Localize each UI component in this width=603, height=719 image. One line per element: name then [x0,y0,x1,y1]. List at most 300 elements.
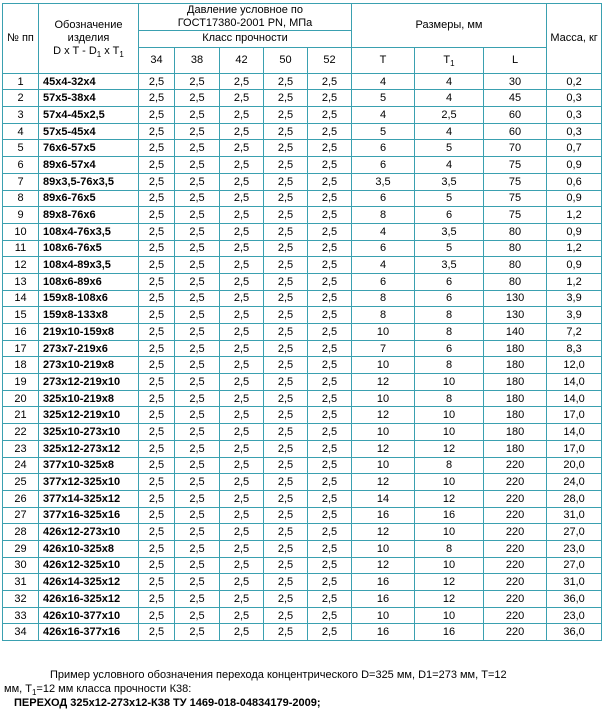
cell-pn-38: 2,5 [175,340,220,357]
header-pressure-line2: ГОСТ17380-2001 PN, МПа [177,17,313,29]
header-oboz-line2: изделия [67,31,110,44]
cell-oboz: 273x7-219x6 [39,340,139,357]
cell-pn-50: 2,5 [264,557,308,574]
cell-pn-34: 2,5 [139,290,175,307]
cell-pn-38: 2,5 [175,207,220,224]
cell-pn-42: 2,5 [220,607,264,624]
cell-pn-50: 2,5 [264,540,308,557]
table-row [3,140,602,157]
cell-pn-52: 2,5 [308,424,352,441]
cell-pn-52: 2,5 [308,173,352,190]
cell-pn-52: 2,5 [308,524,352,541]
cell-mass: 0,3 [547,123,602,140]
cell-row-num: 15 [3,307,39,324]
cell-pn-34: 2,5 [139,223,175,240]
cell-size-t: 16 [352,591,415,608]
cell-oboz: 159x8-133x8 [39,307,139,324]
cell-size-l: 220 [484,624,547,641]
cell-pn-42: 2,5 [220,190,264,207]
cell-size-t1: 2,5 [415,107,484,124]
cell-mass: 28,0 [547,490,602,507]
cell-pn-38: 2,5 [175,490,220,507]
cell-oboz: 219x10-159x8 [39,324,139,341]
cell-size-t1: 3,5 [415,173,484,190]
cell-size-t: 10 [352,457,415,474]
cell-pn-38: 2,5 [175,140,220,157]
cell-pn-52: 2,5 [308,591,352,608]
cell-pn-50: 2,5 [264,123,308,140]
cell-oboz: 57x4-45x2,5 [39,107,139,124]
note-line1-text: Пример условного обозначения перехода концентрического D=325 мм, D1=273 мм, T=12 [50,669,507,681]
cell-size-t1: 8 [415,324,484,341]
cell-size-t: 12 [352,524,415,541]
table-row [3,90,602,107]
table-row [3,557,602,574]
cell-size-l: 80 [484,273,547,290]
cell-pn-38: 2,5 [175,240,220,257]
cell-row-num: 12 [3,257,39,274]
cell-mass: 0,2 [547,73,602,90]
cell-mass: 36,0 [547,624,602,641]
header-num [3,4,39,74]
cell-pn-38: 2,5 [175,107,220,124]
header-size-t1-sub: 1 [450,58,455,68]
cell-oboz: 273x12-219x10 [39,374,139,391]
cell-size-t1: 4 [415,90,484,107]
cell-pn-38: 2,5 [175,424,220,441]
cell-pn-52: 2,5 [308,324,352,341]
cell-pn-34: 2,5 [139,73,175,90]
cell-size-l: 60 [484,107,547,124]
cell-row-num: 23 [3,440,39,457]
table-row [3,223,602,240]
cell-pn-38: 2,5 [175,374,220,391]
cell-pn-34: 2,5 [139,157,175,174]
cell-pn-52: 2,5 [308,207,352,224]
cell-pn-50: 2,5 [264,107,308,124]
header-oboz-formula-a: D x T - D [53,44,97,57]
cell-pn-38: 2,5 [175,591,220,608]
cell-pn-34: 2,5 [139,540,175,557]
cell-pn-50: 2,5 [264,524,308,541]
cell-mass: 27,0 [547,557,602,574]
cell-size-t: 16 [352,507,415,524]
cell-pn-50: 2,5 [264,440,308,457]
cell-pn-50: 2,5 [264,90,308,107]
cell-pn-38: 2,5 [175,524,220,541]
table-row [3,407,602,424]
cell-pn-52: 2,5 [308,507,352,524]
cell-oboz: 89x6-57x4 [39,157,139,174]
note-line1 [4,668,599,682]
cell-row-num: 25 [3,474,39,491]
cell-size-t1: 10 [415,407,484,424]
cell-mass: 0,3 [547,90,602,107]
cell-pn-52: 2,5 [308,407,352,424]
cell-pn-42: 2,5 [220,457,264,474]
header-size-t: T [352,47,415,73]
cell-size-l: 75 [484,157,547,174]
cell-pn-52: 2,5 [308,390,352,407]
cell-row-num: 22 [3,424,39,441]
cell-pn-42: 2,5 [220,591,264,608]
cell-pn-38: 2,5 [175,290,220,307]
cell-pn-42: 2,5 [220,490,264,507]
cell-size-l: 220 [484,507,547,524]
cell-pn-50: 2,5 [264,207,308,224]
cell-size-t: 12 [352,474,415,491]
header-class-34: 34 [139,47,175,73]
cell-pn-34: 2,5 [139,190,175,207]
cell-size-t1: 12 [415,574,484,591]
cell-pn-38: 2,5 [175,257,220,274]
table-row [3,257,602,274]
cell-row-num: 10 [3,223,39,240]
cell-oboz: 426x16-325x12 [39,591,139,608]
cell-pn-52: 2,5 [308,357,352,374]
spec-table-container [2,3,601,641]
cell-pn-50: 2,5 [264,474,308,491]
cell-size-t: 8 [352,207,415,224]
cell-size-l: 220 [484,574,547,591]
table-row [3,307,602,324]
cell-pn-34: 2,5 [139,357,175,374]
cell-pn-52: 2,5 [308,107,352,124]
cell-size-t1: 6 [415,207,484,224]
cell-size-t1: 5 [415,240,484,257]
cell-size-t1: 6 [415,290,484,307]
cell-size-t: 10 [352,540,415,557]
cell-size-l: 75 [484,173,547,190]
cell-pn-34: 2,5 [139,524,175,541]
cell-row-num: 6 [3,157,39,174]
cell-mass: 1,2 [547,240,602,257]
table-row [3,273,602,290]
cell-pn-42: 2,5 [220,507,264,524]
cell-pn-50: 2,5 [264,607,308,624]
table-row [3,73,602,90]
cell-oboz: 325x10-219x8 [39,390,139,407]
cell-oboz: 76x6-57x5 [39,140,139,157]
cell-size-t1: 8 [415,457,484,474]
header-mass-label: Масса, кг [550,31,598,44]
cell-size-t: 10 [352,390,415,407]
cell-pn-50: 2,5 [264,591,308,608]
table-row [3,374,602,391]
header-size-l: L [484,47,547,73]
cell-oboz: 57x5-38x4 [39,90,139,107]
table-row [3,340,602,357]
cell-size-t: 6 [352,140,415,157]
cell-oboz: 426x12-273x10 [39,524,139,541]
cell-row-num: 32 [3,591,39,608]
table-row [3,624,602,641]
cell-row-num: 16 [3,324,39,341]
cell-mass: 3,9 [547,290,602,307]
cell-oboz: 377x12-325x10 [39,474,139,491]
cell-pn-42: 2,5 [220,273,264,290]
cell-row-num: 5 [3,140,39,157]
cell-size-l: 180 [484,340,547,357]
cell-pn-38: 2,5 [175,607,220,624]
cell-size-l: 220 [484,524,547,541]
cell-row-num: 18 [3,357,39,374]
cell-size-t1: 10 [415,374,484,391]
cell-size-l: 45 [484,90,547,107]
cell-pn-42: 2,5 [220,307,264,324]
cell-pn-34: 2,5 [139,574,175,591]
cell-oboz: 426x16-377x16 [39,624,139,641]
header-oboz-sub1: 1 [96,50,102,60]
cell-pn-52: 2,5 [308,157,352,174]
cell-size-t: 4 [352,107,415,124]
cell-size-t: 14 [352,490,415,507]
cell-pn-50: 2,5 [264,507,308,524]
cell-pn-42: 2,5 [220,357,264,374]
header-class-50: 50 [264,47,308,73]
spec-table [2,3,602,641]
cell-pn-50: 2,5 [264,424,308,441]
cell-mass: 27,0 [547,524,602,541]
cell-oboz: 108x6-89x6 [39,273,139,290]
cell-oboz: 377x16-325x16 [39,507,139,524]
cell-pn-34: 2,5 [139,257,175,274]
cell-pn-50: 2,5 [264,173,308,190]
cell-size-t1: 8 [415,307,484,324]
cell-size-t: 8 [352,307,415,324]
cell-size-l: 80 [484,240,547,257]
cell-size-l: 30 [484,73,547,90]
cell-oboz: 89x8-76x6 [39,207,139,224]
cell-mass: 12,0 [547,357,602,374]
cell-size-t: 6 [352,240,415,257]
table-row [3,324,602,341]
cell-pn-50: 2,5 [264,257,308,274]
cell-row-num: 19 [3,374,39,391]
cell-pn-50: 2,5 [264,374,308,391]
header-num-label: № пп [7,31,34,44]
header-oboz-formula [53,44,124,60]
cell-mass: 0,6 [547,173,602,190]
cell-pn-52: 2,5 [308,240,352,257]
cell-row-num: 26 [3,490,39,507]
table-row [3,474,602,491]
cell-pn-38: 2,5 [175,440,220,457]
table-row [3,507,602,524]
note-line2-sub: 1 [31,688,37,698]
cell-pn-34: 2,5 [139,240,175,257]
cell-row-num: 27 [3,507,39,524]
cell-pn-42: 2,5 [220,90,264,107]
cell-size-t1: 3,5 [415,223,484,240]
cell-oboz: 273x10-219x8 [39,357,139,374]
cell-pn-34: 2,5 [139,490,175,507]
cell-row-num: 21 [3,407,39,424]
cell-size-t1: 12 [415,591,484,608]
cell-size-t: 10 [352,324,415,341]
cell-pn-50: 2,5 [264,457,308,474]
cell-oboz: 159x8-108x6 [39,290,139,307]
cell-mass: 36,0 [547,591,602,608]
cell-pn-34: 2,5 [139,407,175,424]
cell-oboz: 377x10-325x8 [39,457,139,474]
cell-mass: 24,0 [547,474,602,491]
cell-size-t1: 10 [415,474,484,491]
table-row [3,524,602,541]
cell-mass: 14,0 [547,390,602,407]
cell-pn-34: 2,5 [139,374,175,391]
cell-pn-34: 2,5 [139,207,175,224]
cell-pn-52: 2,5 [308,457,352,474]
header-class [139,31,352,48]
cell-pn-42: 2,5 [220,524,264,541]
table-body [3,73,602,640]
header-sizes [352,4,547,48]
cell-pn-50: 2,5 [264,190,308,207]
cell-row-num: 14 [3,290,39,307]
table-row [3,424,602,441]
cell-pn-52: 2,5 [308,273,352,290]
cell-pn-38: 2,5 [175,307,220,324]
cell-pn-42: 2,5 [220,257,264,274]
cell-pn-38: 2,5 [175,457,220,474]
cell-oboz: 426x10-325x8 [39,540,139,557]
cell-pn-50: 2,5 [264,157,308,174]
cell-pn-42: 2,5 [220,424,264,441]
cell-pn-34: 2,5 [139,173,175,190]
cell-pn-38: 2,5 [175,190,220,207]
cell-pn-52: 2,5 [308,374,352,391]
cell-pn-42: 2,5 [220,540,264,557]
table-row [3,540,602,557]
header-class-42: 42 [220,47,264,73]
table-row [3,207,602,224]
cell-pn-42: 2,5 [220,407,264,424]
cell-mass: 0,7 [547,140,602,157]
cell-row-num: 28 [3,524,39,541]
cell-pn-50: 2,5 [264,357,308,374]
cell-size-t1: 4 [415,73,484,90]
cell-size-l: 130 [484,307,547,324]
cell-oboz: 325x10-273x10 [39,424,139,441]
table-row [3,190,602,207]
cell-oboz: 325x12-219x10 [39,407,139,424]
cell-pn-42: 2,5 [220,474,264,491]
cell-pn-52: 2,5 [308,624,352,641]
table-row [3,157,602,174]
cell-pn-52: 2,5 [308,474,352,491]
cell-pn-50: 2,5 [264,340,308,357]
cell-size-t: 4 [352,73,415,90]
cell-oboz: 89x6-76x5 [39,190,139,207]
cell-size-t1: 3,5 [415,257,484,274]
cell-size-t: 7 [352,340,415,357]
cell-size-t: 4 [352,223,415,240]
cell-oboz: 426x12-325x10 [39,557,139,574]
cell-size-t1: 10 [415,424,484,441]
cell-oboz: 57x5-45x4 [39,123,139,140]
cell-size-l: 70 [484,140,547,157]
table-row [3,240,602,257]
cell-pn-42: 2,5 [220,390,264,407]
cell-size-t: 10 [352,357,415,374]
cell-size-l: 140 [484,324,547,341]
cell-pn-42: 2,5 [220,290,264,307]
cell-size-t1: 8 [415,390,484,407]
cell-size-t: 3,5 [352,173,415,190]
cell-size-t1: 5 [415,140,484,157]
cell-mass: 31,0 [547,574,602,591]
cell-pn-42: 2,5 [220,440,264,457]
cell-size-l: 220 [484,457,547,474]
cell-size-l: 75 [484,207,547,224]
cell-mass: 23,0 [547,607,602,624]
header-size-t1 [415,47,484,73]
cell-size-t1: 5 [415,190,484,207]
cell-size-l: 180 [484,440,547,457]
cell-pn-42: 2,5 [220,340,264,357]
cell-pn-34: 2,5 [139,457,175,474]
header-sizes-label: Размеры, мм [415,18,483,31]
cell-pn-34: 2,5 [139,591,175,608]
cell-size-t: 16 [352,574,415,591]
cell-mass: 0,9 [547,157,602,174]
cell-size-l: 180 [484,374,547,391]
cell-row-num: 13 [3,273,39,290]
cell-pn-42: 2,5 [220,207,264,224]
cell-pn-42: 2,5 [220,324,264,341]
cell-pn-34: 2,5 [139,273,175,290]
cell-row-num: 29 [3,540,39,557]
cell-size-t: 16 [352,624,415,641]
cell-pn-38: 2,5 [175,507,220,524]
note-line2-post: =12 мм класса прочности К38: [36,683,192,695]
cell-size-t: 4 [352,257,415,274]
cell-pn-52: 2,5 [308,340,352,357]
cell-pn-38: 2,5 [175,624,220,641]
cell-size-l: 220 [484,474,547,491]
cell-size-t1: 12 [415,490,484,507]
table-row [3,390,602,407]
cell-size-l: 180 [484,424,547,441]
cell-pn-38: 2,5 [175,273,220,290]
cell-row-num: 30 [3,557,39,574]
cell-pn-38: 2,5 [175,540,220,557]
header-oboz-sub2: 1 [119,50,124,60]
cell-oboz: 108x6-76x5 [39,240,139,257]
cell-mass: 0,9 [547,223,602,240]
cell-row-num: 1 [3,73,39,90]
cell-row-num: 8 [3,190,39,207]
cell-size-l: 60 [484,123,547,140]
cell-oboz: 325x12-273x12 [39,440,139,457]
cell-pn-34: 2,5 [139,123,175,140]
cell-pn-50: 2,5 [264,140,308,157]
cell-oboz: 377x14-325x12 [39,490,139,507]
cell-pn-52: 2,5 [308,140,352,157]
cell-oboz: 108x4-89x3,5 [39,257,139,274]
cell-pn-50: 2,5 [264,240,308,257]
cell-pn-34: 2,5 [139,607,175,624]
table-row [3,457,602,474]
cell-mass: 7,2 [547,324,602,341]
cell-mass: 0,9 [547,190,602,207]
cell-pn-34: 2,5 [139,90,175,107]
cell-mass: 8,3 [547,340,602,357]
cell-pn-38: 2,5 [175,407,220,424]
cell-pn-52: 2,5 [308,557,352,574]
cell-pn-50: 2,5 [264,490,308,507]
